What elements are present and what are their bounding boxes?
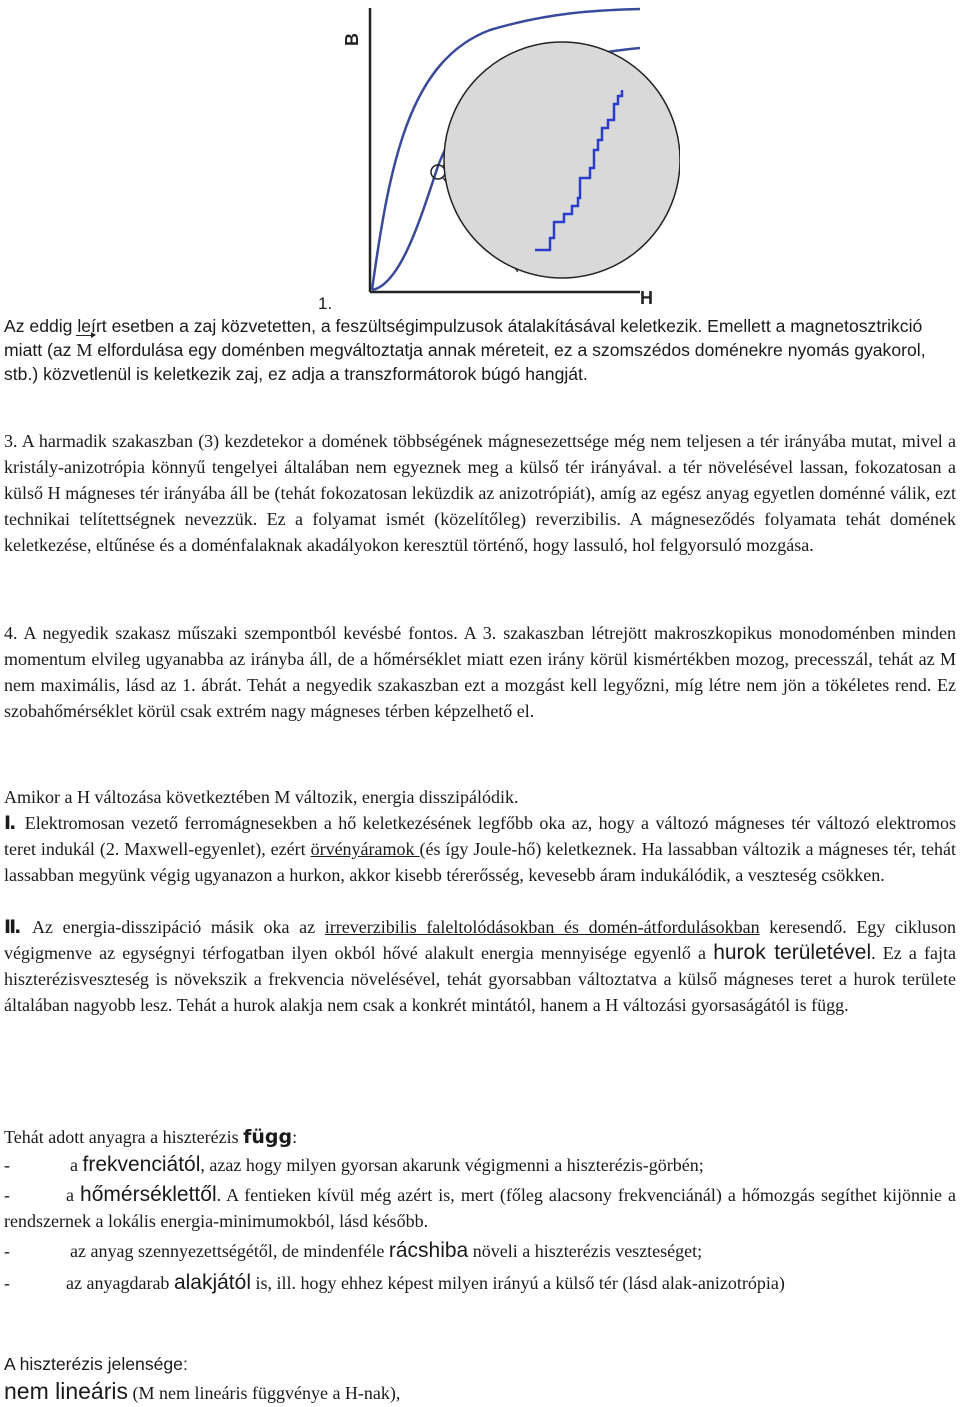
- item-1-marker: I.: [4, 812, 15, 834]
- item-2-text-b: keresendő. Egy cikluson végigmenve az egységnyi térfogatban ilyen okból hővé alakult energia mennyisége egyenlő a: [4, 917, 956, 963]
- list-item-text-b: . A fentieken kívül még azért is, mert (főleg alacsony frekvenciánál) a hőmozgás segíthet kijönnie a rendszernek a lokális energia-minimumokból, lásd később.: [4, 1185, 957, 1231]
- depends-item-4: [4, 1270, 956, 1296]
- list-dash: -: [4, 1155, 10, 1175]
- depends-item-1: [4, 1152, 956, 1178]
- phenomenon-rest: (M nem lineáris függvénye a H-nak),: [128, 1383, 401, 1403]
- depends-item-3: [4, 1238, 956, 1264]
- phenomenon-line: [4, 1378, 956, 1406]
- paragraph-stage-4: 4. A negyedik szakasz műszaki szempontból kevésbé fontos. A 3. szakaszban létrejött makroszkopikus monodoménben minden momentum elvileg ugyanabba az irányba áll, de a hőmérséklet miatt ezen irány körül kismértékben mozog, precesszál, tehát az M nem maximális, lásd az 1. ábrát. Tehát a negyedik szakaszban ezt a mozgást kell legyőzni, míg létre nem jön a tökéletes rend. Ez szobahőmérséklet körül csak extrém nagy mágneses térben képzelhető el.: [4, 623, 956, 721]
- phenomenon-emphasis: nem lineáris: [4, 1378, 128, 1404]
- depends-intro: [4, 1124, 956, 1150]
- magnetization-curve-svg: [340, 0, 680, 308]
- item-2-text-c: . Ez a fajta hiszterézisveszteség is növekszik a frekvencia növelésével, tehát gyorsabban változtatva a külső mágneses teret a hurok területe általában nagyobb lesz. Tehát a hurok alakja nem csak a konkrét mintától, hanem a H változási gyorsaságától is függ.: [4, 943, 956, 1015]
- list-item-text-a: a: [70, 1155, 83, 1175]
- item-1-text-a: Elektromosan vezető ferromágnesekben a hő keletkezésének legfőbb oka az, hogy a változó mágneses tér változó elektromos teret indukál (2. Maxwell-egyenlet), ezért: [4, 813, 956, 859]
- depends-intro-colon: :: [292, 1127, 298, 1147]
- energy-item-2: [4, 914, 956, 1018]
- list-dash: -: [4, 1185, 10, 1205]
- list-dash: -: [4, 1241, 10, 1261]
- list-item-emphasis: hőmérséklettől: [80, 1183, 217, 1206]
- magnetization-curve-figure: [340, 0, 680, 308]
- zoom-circle: [444, 42, 680, 278]
- list-item-emphasis: alakjától: [173, 1271, 251, 1294]
- link-irreversible-wall-shifts[interactable]: irreverzibilis faleltolódásokban és domén-átfordulásokban: [324, 917, 760, 937]
- list-item-text-b: is, ill. hogy ehhez képest milyen irányú a külső tér (lásd alak-anizotrópia): [251, 1273, 785, 1293]
- item-1-text-b: (és így Joule-hő) keletkeznek. Ha lassabban változik a mágneses tér, tehát lassabban megyünk végig ugyanazon a hurkon, akkor kisebb térerősség, kevesebb áram indukálódik, a veszteség csökken.: [4, 839, 956, 885]
- depends-intro-text: Tehát adott anyagra a hiszterézis: [4, 1127, 244, 1147]
- paragraph-noise: [4, 314, 956, 386]
- paragraph-noise-text-a: Az eddig leírt esetben a zaj közvetetten, a feszültségimpulzusok átalakításával keletkezik. Emellett a magnetosztrikció miatt (az: [4, 316, 923, 360]
- paragraph-stage-3: 3. A harmadik szakaszban (3) kezdetekor a domének többségének mágnesezettsége még nem teljesen a tér irányába mutat, mivel a kristály-anizotrópia könnyű tengelyei általában nem egyeznek meg a külső tér irányával. a tér növelésével lassan, fokozatosan a külső H mágneses tér irányába áll be (tehát fokozatosan leküzdik az anizotrópiát), amíg az egész anyag egyetlen doménné válik, ezt technikai telítettségnek nevezzük. Ez a folyamat ismét (közelítőleg) reverzibilis. A mágneseződés folyamata tehát domének keletkezése, eltűnése és a doménfalaknak akadályokon keresztül történő, hogy lassuló, hol felgyorsuló mozgása.: [4, 431, 956, 555]
- depends-item-2: [4, 1182, 956, 1234]
- list-item-text-b: , azaz hogy milyen gyorsan akarunk végigmenni a hiszterézis-görbén;: [200, 1155, 704, 1175]
- figure-number: 1.: [318, 294, 333, 313]
- y-axis-label: B: [342, 33, 362, 46]
- vector-m-symbol: M: [76, 340, 93, 360]
- item-2-emphasis: hurok területével: [713, 941, 872, 964]
- list-item-text-a: a: [66, 1185, 81, 1205]
- list-item-text-a: az anyagdarab: [66, 1273, 174, 1293]
- list-dash: -: [4, 1273, 10, 1293]
- paragraph-noise-text-b: elfordulása egy doménben megváltoztatja annak méreteit, ez a szomszédos doménekre nyomás gyakorol, stb.) közvetlenül is keletkezik zaj, ez adja a transzformátorok búgó hangját.: [4, 340, 926, 384]
- x-axis-label: H: [640, 288, 653, 308]
- energy-intro: Amikor a H változása következtében M változik, energia disszipálódik.: [4, 787, 519, 807]
- depends-intro-bold: függ: [243, 1126, 293, 1148]
- list-item-text-a: az anyag szennyezettségétől, de mindenféle: [70, 1241, 389, 1261]
- energy-item-1: [4, 810, 956, 888]
- item-2-marker: II.: [4, 916, 20, 938]
- link-eddy-currents[interactable]: örvényáramok: [310, 839, 420, 859]
- list-item-text-b: növeli a hiszterézis veszteséget;: [468, 1241, 703, 1261]
- item-2-text-a: Az energia-disszipáció másik oka az: [23, 917, 325, 937]
- list-item-emphasis: rácshiba: [388, 1239, 469, 1262]
- list-item-emphasis: frekvenciától: [82, 1153, 201, 1176]
- phenomenon-title: A hiszterézis jelensége:: [4, 1354, 188, 1374]
